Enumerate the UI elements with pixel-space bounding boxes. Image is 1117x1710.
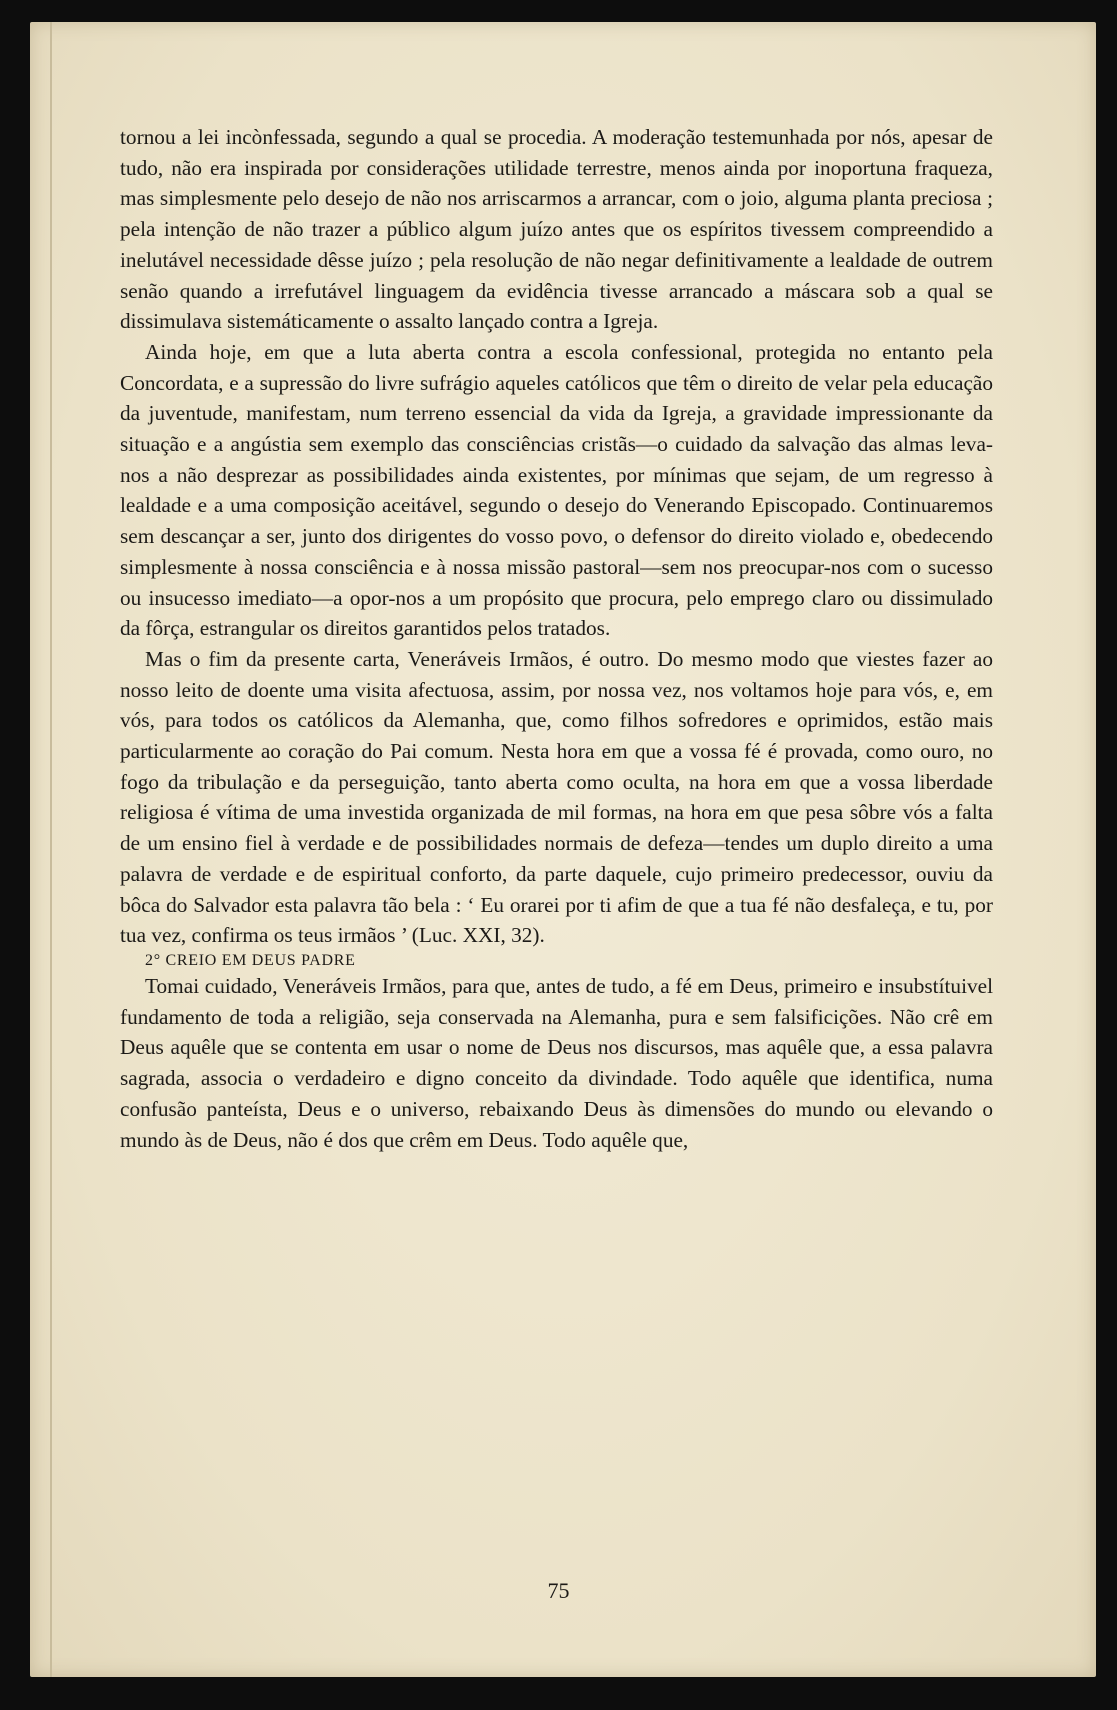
page-text-block: [120, 122, 993, 1155]
paragraph-2: Ainda hoje, em que a luta aberta contra a escola confessional, protegida no entanto pela Concordata, e a supressão do livre sufrágio aqueles católicos que têm o direito de velar pela educação da juventude, manifestam, num terreno essencial da vida da Igreja, a gravidade impressionante da situação e a angústia sem exemplo das consciências cristãs—o cuidado da salvação das almas leva-nos a não desprezar as possibilidades ainda existentes, por mínimas que sejam, de um regresso à lealdade e a uma composição aceitável, segundo o desejo do Venerando Episcopado. Continuaremos sem descançar a ser, junto dos dirigentes do vosso povo, o defensor do direito violado e, obedecendo simplesmente à nossa consciência e à nossa missão pastoral—sem nos preocupar-nos com o sucesso ou insucesso imediato—a opor-nos a um propósito que procura, pelo emprego claro ou dissimulado da fôrça, estrangular os direitos garantidos pelos tratados.: [120, 339, 993, 641]
section-paragraph: Tomai cuidado, Veneráveis Irmãos, para que, antes de tudo, a fé em Deus, primeiro e insubstítuivel fundamento de toda a religião, seja conservada na Alemanha, pura e sem falsificições. Não crê em Deus aquêle que se contenta em usar o nome de Deus nos discursos, mas aquêle que, a essa palavra sagrada, associa o verdadeiro e digno conceito da divindade. Todo aquêle que identifica, numa confusão panteísta, Deus e o universo, rebaixando Deus às dimensões do mundo ou elevando o mundo às de Deus, não é dos que crêm em Deus. Todo aquêle que,: [120, 973, 993, 1152]
page-spine-edge: [50, 22, 52, 1677]
section-heading: 2° CREIO EM DEUS PADRE: [145, 951, 356, 969]
paragraph-1: tornou a lei incònfessada, segundo a qual se procedia. A moderação testemunhada por nós, apesar de tudo, não era inspirada por considerações utilidade terrestre, menos ainda por inoportuna fraqueza, mas simplesmente pelo desejo de não nos arriscarmos a arrancar, com o joio, alguma planta preciosa ; pela intenção de não trazer a público algum juízo antes que os espíritos tivessem compreendido a inelutável necessidade dêsse juízo ; pela resolução de não negar definitivamente a lealdade de outrem senão quando a irrefutável linguagem da evidência tivesse arrancado a máscara sob a qual se dissimulava sistemáticamente o assalto lançado contra a Igreja.: [120, 125, 993, 334]
paragraph-3: Mas o fim da presente carta, Veneráveis Irmãos, é outro. Do mesmo modo que viestes fazer ao nosso leito de doente uma visita afectuosa, assim, por nossa vez, nos voltamos hoje para vós, e, em vós, para todos os católicos da Alemanha, que, como filhos sofredores e oprimidos, estão mais particularmente ao coração do Pai comum. Nesta hora em que a vossa fé é provada, como ouro, no fogo da tribulação e da perseguição, tanto aberta como oculta, na hora em que a vossa liberdade religiosa é vítima de uma investida organizada de mil formas, na hora em que pesa sôbre vós a falta de um ensino fiel à verdade e de possibilidades normais de defeza—tendes um duplo direito a uma palavra de verdade e de espiritual conforto, da parte daquele, cujo primeiro predecessor, ouviu da bôca do Salvador esta palavra tão bela : ‘ Eu orarei por ti afim de que a tua fé não desfaleça, e tu, por tua vez, confirma os teus irmãos ’ (Luc. XXI, 32).: [120, 646, 993, 948]
page-number: 75: [547, 1578, 570, 1603]
